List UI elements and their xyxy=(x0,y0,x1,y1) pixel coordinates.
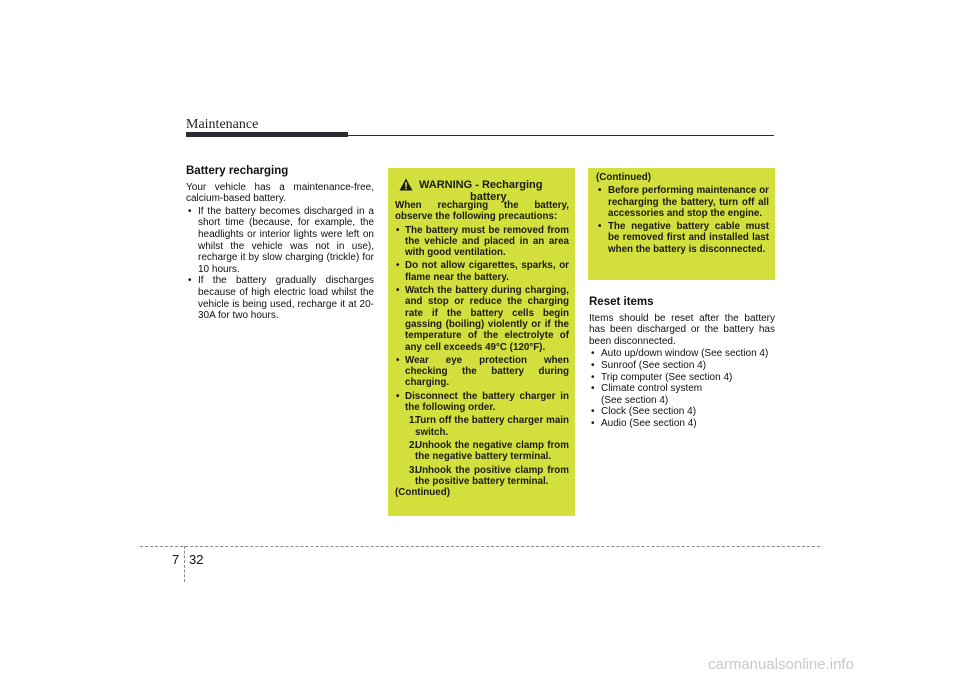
list-item-disconnect xyxy=(395,391,569,487)
climate-item-text: Climate control system xyxy=(601,383,703,395)
warning-box xyxy=(388,168,575,516)
step-text: Turn off the battery charger main switch. xyxy=(415,415,569,438)
continued-warning-box xyxy=(588,168,775,280)
list-item: • The battery must be removed from the vehicle and placed in an area with good ventilation. xyxy=(395,225,569,259)
watermark: carmanualsonline.info xyxy=(708,656,854,673)
warning-continued: (Continued) xyxy=(395,487,450,499)
disconnect-steps xyxy=(405,415,569,487)
battery-recharging-section xyxy=(186,166,374,322)
reset-items-intro: Items should be reset after the battery has been discharged or the battery has been disconnected. xyxy=(589,312,775,347)
list-item: • Clock (See section 4) xyxy=(589,406,775,418)
warning-header xyxy=(395,174,569,203)
step-text: Unhook the positive clamp from the positive battery terminal. xyxy=(415,464,569,487)
footer-page-number: 32 xyxy=(189,552,204,567)
footer-divider xyxy=(184,546,185,582)
list-item: • Trip computer (See section 4) xyxy=(589,372,775,384)
step-number: 2. xyxy=(409,439,418,451)
list-item: • Wear eye protection when checking the battery during charging. xyxy=(395,355,569,389)
list-item: • If the battery becomes discharged in a short time (because, for example, the headlights or interior lights were left on whilst the vehicle was not in use), recharge it by slow charging (trickle) for 10 hours. xyxy=(186,206,374,276)
footer-section-number: 7 xyxy=(172,552,180,567)
continued-heading: (Continued) xyxy=(596,172,651,183)
reset-items-list xyxy=(589,348,775,429)
list-item: • Do not allow cigarettes, sparks, or flame near the battery. xyxy=(395,260,569,283)
battery-recharging-intro: Your vehicle has a maintenance-free, calcium-based battery. xyxy=(186,181,374,205)
header-rule-thin xyxy=(348,135,774,136)
warning-triangle-icon xyxy=(399,178,413,191)
list-item: • Auto up/down window (See section 4) xyxy=(589,348,775,360)
reset-items-section xyxy=(589,297,775,430)
warning-list xyxy=(395,225,569,488)
header-rule-thick xyxy=(186,132,348,137)
battery-recharging-list xyxy=(186,206,374,322)
warning-word: WARNING xyxy=(419,179,473,191)
continued-list xyxy=(596,185,769,255)
list-item: • Watch the battery during charging, and stop or reduce the charging rate if the battery cells begin gassing (boiling) violently or if the temperature of the electrolyte of any cell exceeds 49°C (120°F). xyxy=(395,285,569,353)
list-item: • Sunroof (See section 4) xyxy=(589,360,775,372)
step-item xyxy=(405,440,569,463)
step-number: 1. xyxy=(409,415,418,427)
footer-rule xyxy=(140,546,820,547)
list-item: • Before performing maintenance or recharging the battery, turn off all accessories and stop the engine. xyxy=(596,185,769,219)
list-item: • Audio (See section 4) xyxy=(589,418,775,430)
warning-subject-line1: - Recharging xyxy=(475,179,543,191)
step-text: Unhook the negative clamp from the negative battery terminal. xyxy=(415,439,569,463)
warning-subject-line2: battery xyxy=(470,191,507,203)
page-header-title: Maintenance xyxy=(186,117,259,132)
warning-intro: When recharging the battery, observe the following precautions: xyxy=(395,200,569,223)
climate-item-ref: (See section 4) xyxy=(601,394,669,406)
list-item xyxy=(589,383,775,406)
warning-label xyxy=(419,179,542,191)
step-item xyxy=(405,415,569,438)
step-number: 3. xyxy=(409,464,418,476)
list-item: • If the battery gradually discharges because of high electric load whilst the vehicle is being used, recharge it at 20-30A for two hours. xyxy=(186,275,374,321)
step-item xyxy=(405,465,569,488)
list-item: • The negative battery cable must be removed first and installed last when the battery is disconnected. xyxy=(596,221,769,255)
battery-recharging-heading: Battery recharging xyxy=(186,165,289,177)
disconnect-text: Disconnect the battery charger in the following order. xyxy=(405,390,569,414)
reset-items-heading: Reset items xyxy=(589,296,654,308)
